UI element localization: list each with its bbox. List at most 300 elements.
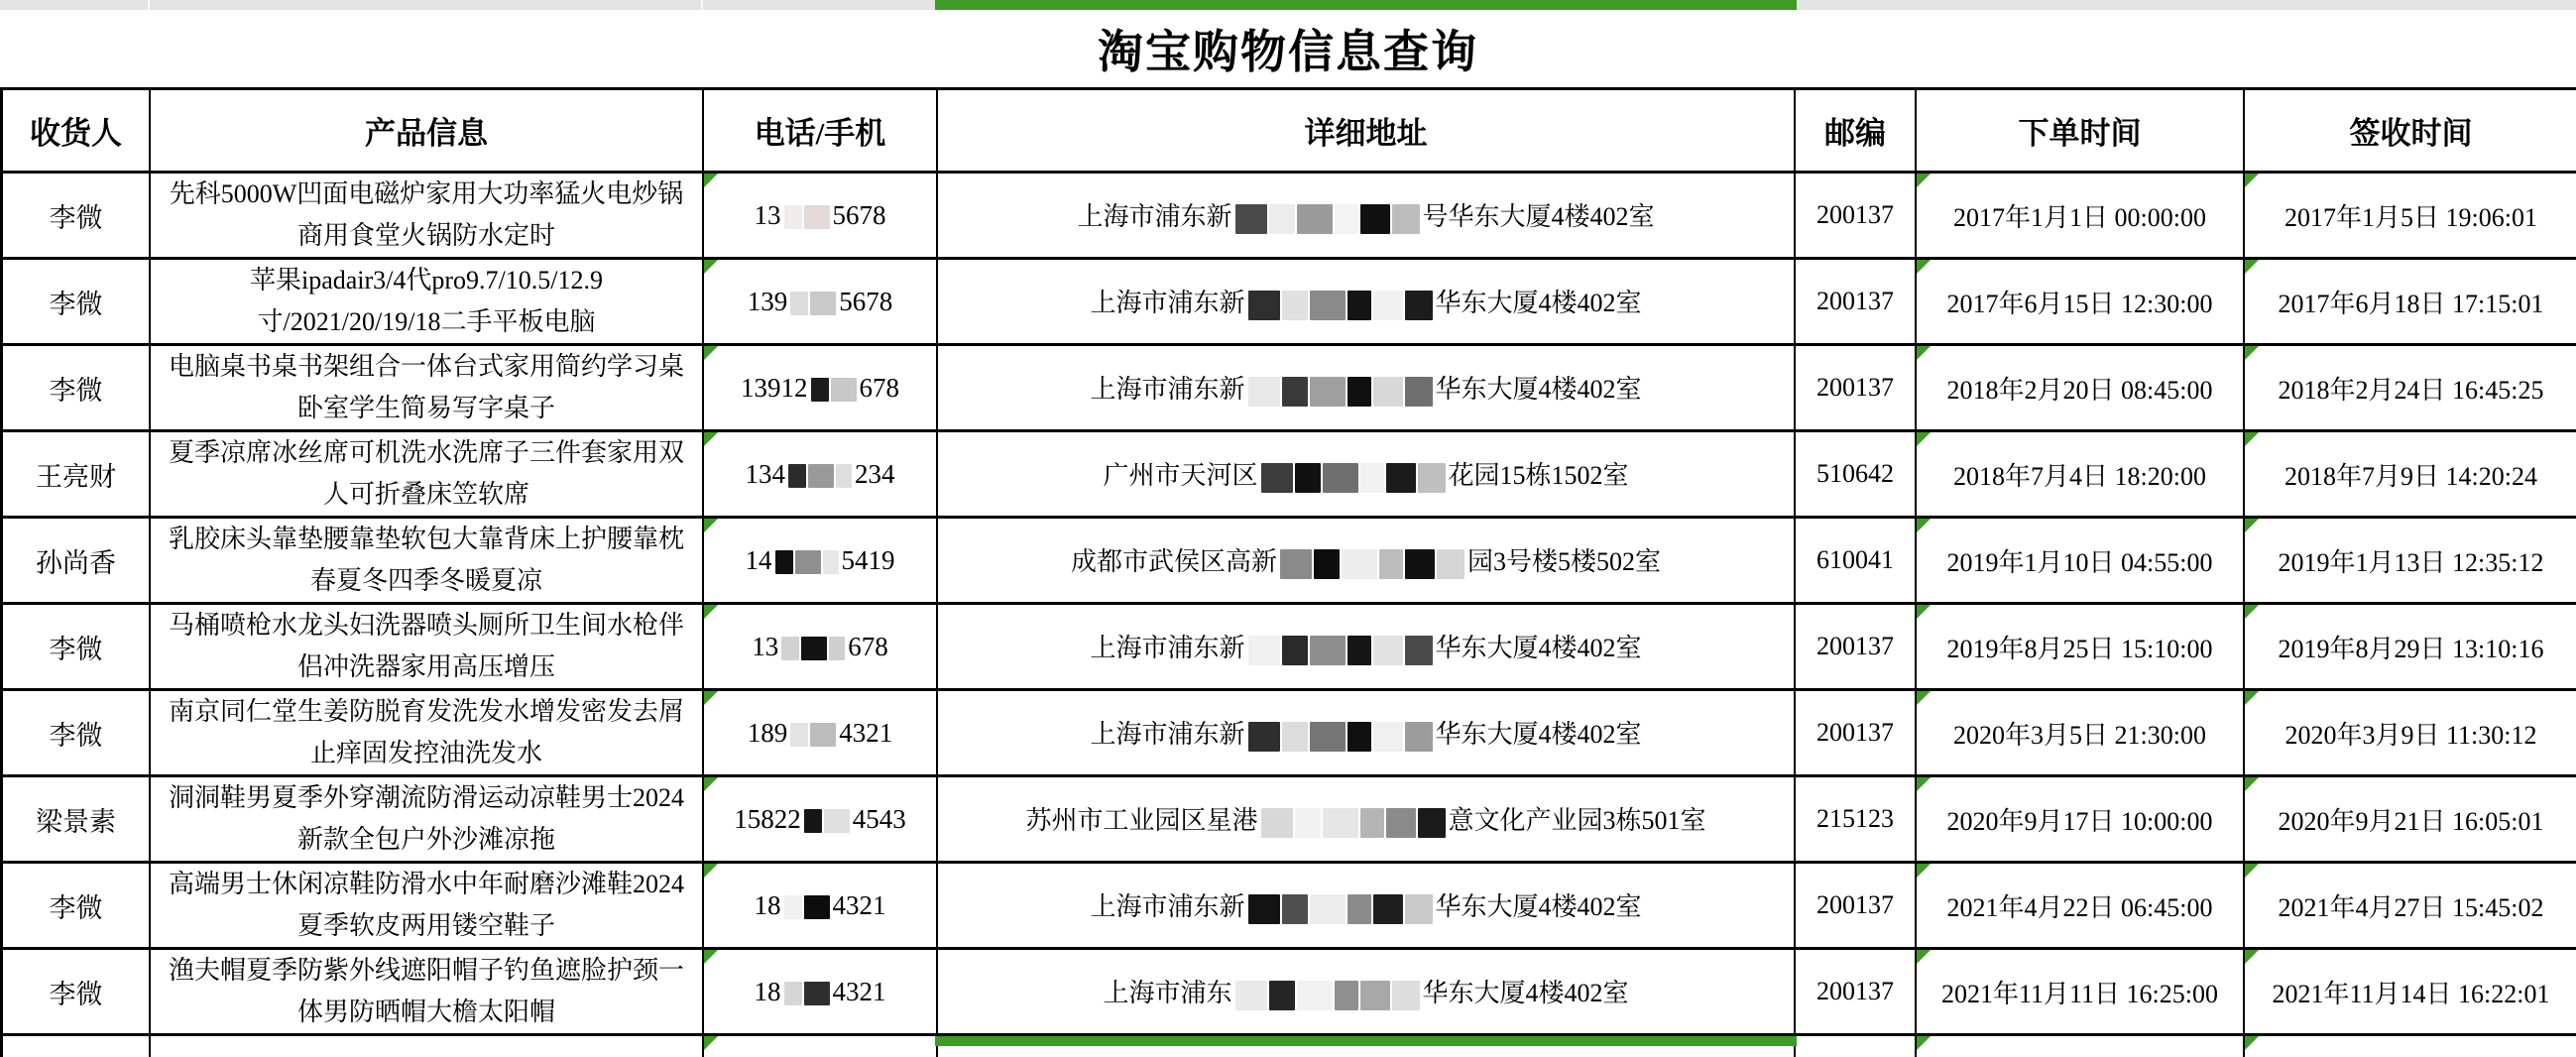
error-indicator-triangle xyxy=(1917,864,1931,878)
redaction-block xyxy=(829,637,845,660)
phone-text: 13912 678 xyxy=(741,372,899,403)
phone-text: 18 4321 xyxy=(754,889,886,920)
postal-text: 200137 xyxy=(1816,890,1894,919)
redaction-blur xyxy=(790,723,836,747)
header-label: 签收时间 xyxy=(2349,116,2473,151)
redaction-block xyxy=(1405,636,1433,665)
address-text: 上海市浦东新 华东大厦4楼402室 xyxy=(1090,369,1641,407)
cell-order-time[interactable] xyxy=(1917,777,2245,864)
header-cell-recipient[interactable] xyxy=(3,90,151,174)
cell-phone[interactable] xyxy=(704,691,938,777)
header-cell-product[interactable] xyxy=(151,90,704,174)
redaction-block xyxy=(781,637,799,660)
redaction-blur xyxy=(1235,204,1420,234)
order-time-text: 2020年3月5日 21:30:00 xyxy=(1953,720,2206,750)
redaction-block xyxy=(801,637,827,660)
cell-postal[interactable] xyxy=(1796,260,1917,346)
redaction-block xyxy=(1405,549,1435,579)
redaction-block xyxy=(1360,463,1384,493)
column-divider xyxy=(148,0,150,10)
column-divider xyxy=(701,0,703,10)
phone-text: 189 4321 xyxy=(747,717,893,748)
cell-order-time[interactable] xyxy=(1917,864,2245,950)
redaction-block xyxy=(804,895,830,919)
postal-text: 200137 xyxy=(1816,977,1894,1005)
error-indicator-triangle xyxy=(1917,691,1931,705)
cell-postal[interactable] xyxy=(1796,950,1917,1036)
redaction-block xyxy=(1386,808,1416,838)
cell-address[interactable] xyxy=(938,260,1796,346)
error-indicator-triangle xyxy=(1917,777,1931,791)
redaction-block xyxy=(1314,549,1340,579)
address-text: 苏州市工业园区星港 意文化产业园3栋501室 xyxy=(1025,800,1705,838)
recipient-text: 李微 xyxy=(49,202,103,233)
cell-product[interactable] xyxy=(151,691,704,777)
redaction-block xyxy=(1295,463,1321,493)
redaction-block xyxy=(784,205,802,229)
error-indicator-triangle xyxy=(704,950,718,964)
redaction-block xyxy=(1392,204,1420,234)
header-label: 电话/手机 xyxy=(754,116,886,151)
cell-address[interactable] xyxy=(938,777,1796,864)
redaction-blur xyxy=(1248,377,1433,407)
cell-phone[interactable] xyxy=(704,519,938,605)
error-indicator-triangle xyxy=(704,519,718,532)
redaction-block xyxy=(1347,291,1371,320)
cell-recipient[interactable] xyxy=(3,691,151,777)
orders-table xyxy=(0,87,2576,1036)
redaction-block xyxy=(1360,981,1390,1010)
phone-text: 14 5419 xyxy=(745,544,895,575)
top-partial-row xyxy=(0,0,2576,10)
redaction-blur xyxy=(788,464,852,488)
cell-recipient[interactable] xyxy=(3,346,151,432)
redaction-block xyxy=(1248,636,1280,665)
redaction-block xyxy=(810,292,836,315)
sign-time-text: 2021年11月14日 16:22:01 xyxy=(2272,979,2550,1008)
cell-order-time[interactable] xyxy=(1917,950,2245,1036)
redaction-block xyxy=(1373,291,1403,320)
redaction-block xyxy=(790,292,808,315)
cell-recipient[interactable] xyxy=(3,519,151,605)
postal-text: 510642 xyxy=(1816,459,1894,488)
recipient-text: 孙尚香 xyxy=(36,547,116,578)
order-time-text: 2021年11月11日 16:25:00 xyxy=(1940,979,2219,1008)
redaction-blur xyxy=(784,205,830,229)
redaction-block xyxy=(1373,894,1403,924)
recipient-text: 李微 xyxy=(49,892,103,923)
cell-order-time[interactable] xyxy=(1917,346,2245,432)
product-text: 夏季凉席冰丝席可机洗水洗席子三件套家用双人可折叠床笠软席 xyxy=(168,437,684,509)
cell-phone[interactable] xyxy=(704,777,938,864)
error-indicator-triangle xyxy=(704,1036,718,1050)
cell-phone[interactable] xyxy=(704,605,938,691)
redaction-block xyxy=(1405,894,1433,924)
header-cell-phone[interactable] xyxy=(704,90,938,174)
error-indicator-triangle xyxy=(2245,432,2259,446)
sign-time-text: 2018年7月9日 14:20:24 xyxy=(2284,461,2537,491)
phone-text: 15822 4543 xyxy=(734,803,906,834)
cell-postal[interactable] xyxy=(1796,777,1917,864)
cell-sign-time[interactable] xyxy=(2245,432,2576,519)
phone-text: 13 5678 xyxy=(754,199,886,230)
postal-text: 215123 xyxy=(1816,804,1894,833)
header-cell-address[interactable] xyxy=(938,90,1796,174)
bottom-cell-time[interactable] xyxy=(1917,1036,2245,1057)
header-label: 下单时间 xyxy=(2018,116,2142,151)
header-cell-postal[interactable] xyxy=(1796,90,1917,174)
error-indicator-triangle xyxy=(2245,864,2259,878)
cell-product[interactable] xyxy=(151,260,704,346)
cell-recipient[interactable] xyxy=(3,260,151,346)
sign-time-text: 2018年2月24日 16:45:25 xyxy=(2278,375,2544,405)
error-indicator-triangle xyxy=(2245,519,2259,532)
error-indicator-triangle xyxy=(704,605,718,619)
cell-address[interactable] xyxy=(938,174,1796,260)
recipient-text: 李微 xyxy=(49,979,103,1009)
error-indicator-triangle xyxy=(1917,432,1931,446)
error-indicator-triangle xyxy=(704,346,718,360)
cell-product[interactable] xyxy=(151,864,704,950)
order-time-text: 2019年1月10日 04:55:00 xyxy=(1946,547,2213,577)
redaction-block xyxy=(1347,722,1371,752)
redaction-block xyxy=(1310,722,1346,752)
cell-postal[interactable] xyxy=(1796,691,1917,777)
error-indicator-triangle xyxy=(2245,1036,2259,1050)
redaction-blur xyxy=(1248,894,1433,924)
phone-text: 18 4321 xyxy=(754,976,886,1006)
redaction-block xyxy=(1405,377,1433,407)
header-label: 收货人 xyxy=(30,116,122,151)
redaction-block xyxy=(1323,808,1358,838)
error-indicator-triangle xyxy=(2245,605,2259,619)
order-time-text: 2019年8月25日 15:10:00 xyxy=(1946,634,2213,663)
bottom-cell-product[interactable] xyxy=(151,1036,704,1057)
redaction-block xyxy=(775,550,793,574)
cell-sign-time[interactable] xyxy=(2245,174,2576,260)
redaction-block xyxy=(1235,204,1267,234)
cell-sign-time[interactable] xyxy=(2245,260,2576,346)
cell-order-time[interactable] xyxy=(1917,174,2245,260)
postal-text: 200137 xyxy=(1816,632,1894,660)
redaction-block xyxy=(1282,291,1308,320)
cell-sign-time[interactable] xyxy=(2245,691,2576,777)
redaction-block xyxy=(1347,894,1371,924)
product-text: 高端男士休闲凉鞋防滑水中年耐磨沙滩鞋2024夏季软皮两用镂空鞋子 xyxy=(168,869,684,940)
redaction-blur xyxy=(1280,549,1464,579)
redaction-block xyxy=(1261,808,1293,838)
error-indicator-triangle xyxy=(2245,691,2259,705)
postal-text: 200137 xyxy=(1816,718,1894,747)
error-indicator-triangle xyxy=(704,432,718,446)
redaction-block xyxy=(1248,722,1280,752)
cell-recipient[interactable] xyxy=(3,432,151,519)
cell-postal[interactable] xyxy=(1796,605,1917,691)
cell-order-time[interactable] xyxy=(1917,432,2245,519)
error-indicator-triangle xyxy=(1917,346,1931,360)
redaction-block xyxy=(1282,636,1308,665)
error-indicator-triangle xyxy=(704,174,718,187)
bottom-cell-recipient[interactable] xyxy=(3,1036,151,1057)
redaction-block xyxy=(836,464,852,488)
header-label: 产品信息 xyxy=(365,116,488,151)
redaction-block xyxy=(1282,722,1308,752)
sign-time-text: 2020年9月21日 16:05:01 xyxy=(2278,806,2544,836)
redaction-blur xyxy=(775,550,839,574)
error-indicator-triangle xyxy=(1917,519,1931,532)
product-text: 先科5000W凹面电磁炉家用大功率猛火电炒锅商用食堂火锅防水定时 xyxy=(169,178,684,250)
error-indicator-triangle xyxy=(2245,346,2259,360)
error-indicator-triangle xyxy=(2245,950,2259,964)
cell-address[interactable] xyxy=(938,950,1796,1036)
redaction-blur xyxy=(1248,291,1433,320)
address-text: 广州市天河区 花园15栋1502室 xyxy=(1103,455,1628,493)
header-label: 邮编 xyxy=(1824,116,1886,151)
cell-product[interactable] xyxy=(151,777,704,864)
error-indicator-triangle xyxy=(2245,260,2259,274)
redaction-blur xyxy=(1261,808,1446,838)
redaction-block xyxy=(1310,377,1346,407)
error-indicator-triangle xyxy=(704,260,718,274)
product-text: 马桶喷枪水龙头妇洗器喷头厕所卫生间水枪伴侣冲洗器家用高压增压 xyxy=(168,610,684,681)
cell-product[interactable] xyxy=(151,605,704,691)
redaction-block xyxy=(804,205,830,229)
redaction-block xyxy=(1347,636,1371,665)
address-text: 上海市浦东新 号华东大厦4楼402室 xyxy=(1077,196,1654,234)
cell-sign-time[interactable] xyxy=(2245,864,2576,950)
redaction-blur xyxy=(1261,463,1446,493)
postal-text: 200137 xyxy=(1816,373,1894,402)
redaction-block xyxy=(1295,808,1321,838)
cell-recipient[interactable] xyxy=(3,864,151,950)
redaction-block xyxy=(808,464,834,488)
cell-recipient[interactable] xyxy=(3,174,151,260)
redaction-block xyxy=(1280,549,1312,579)
redaction-block xyxy=(1360,204,1390,234)
recipient-text: 李微 xyxy=(49,375,103,406)
cell-product[interactable] xyxy=(151,346,704,432)
header-label: 详细地址 xyxy=(1304,116,1428,151)
cell-product[interactable] xyxy=(151,950,704,1036)
order-time-text: 2018年2月20日 08:45:00 xyxy=(1946,375,2213,405)
redaction-block xyxy=(1297,981,1333,1010)
error-indicator-triangle xyxy=(2245,777,2259,791)
sign-time-text: 2020年3月9日 11:30:12 xyxy=(2284,720,2537,750)
recipient-text: 梁景素 xyxy=(36,806,116,837)
cell-sign-time[interactable] xyxy=(2245,950,2576,1036)
redaction-block xyxy=(1282,894,1308,924)
redaction-block xyxy=(1310,291,1346,320)
redaction-block xyxy=(790,723,808,747)
phone-text: 134 234 xyxy=(745,458,895,489)
redaction-block xyxy=(1379,549,1403,579)
bottom-cell-time[interactable] xyxy=(2245,1036,2576,1057)
cell-postal[interactable] xyxy=(1796,864,1917,950)
redaction-block xyxy=(1248,894,1280,924)
redaction-block xyxy=(1248,377,1280,407)
redaction-block xyxy=(810,723,836,747)
title-cell[interactable] xyxy=(0,10,2576,87)
product-text: 渔夫帽夏季防紫外线遮阳帽子钓鱼遮脸护颈一体男防晒帽大檐太阳帽 xyxy=(168,955,684,1026)
error-indicator-triangle xyxy=(704,691,718,705)
cell-address[interactable] xyxy=(938,605,1796,691)
redaction-block xyxy=(804,809,822,833)
order-time-text: 2017年1月1日 00:00:00 xyxy=(1953,202,2206,232)
phone-text: 139 5678 xyxy=(747,286,893,316)
address-text: 上海市浦东新 华东大厦4楼402室 xyxy=(1090,283,1641,320)
address-text: 上海市浦东新 华东大厦4楼402室 xyxy=(1090,628,1641,665)
redaction-block xyxy=(824,809,850,833)
error-indicator-triangle xyxy=(704,777,718,791)
redaction-block xyxy=(1418,808,1446,838)
column-selection-highlight-bottom xyxy=(935,1036,1797,1046)
redaction-block xyxy=(1347,377,1371,407)
page-title: 淘宝购物信息查询 xyxy=(1098,27,1478,77)
redaction-block xyxy=(1335,204,1358,234)
redaction-block xyxy=(1261,463,1293,493)
recipient-text: 王亮财 xyxy=(36,461,116,492)
cell-sign-time[interactable] xyxy=(2245,519,2576,605)
order-time-text: 2018年7月4日 18:20:00 xyxy=(1953,461,2206,491)
product-text: 电脑桌书桌书架组合一体台式家用简约学习桌卧室学生简易写字桌子 xyxy=(168,351,684,422)
cell-order-time[interactable] xyxy=(1917,691,2245,777)
cell-phone[interactable] xyxy=(704,260,938,346)
redaction-blur xyxy=(1235,981,1420,1010)
product-text: 南京同仁堂生姜防脱育发洗发水增发密发去屑止痒固发控油洗发水 xyxy=(168,696,684,767)
cell-postal[interactable] xyxy=(1796,519,1917,605)
bottom-cell-postal[interactable] xyxy=(1796,1036,1917,1057)
address-text: 上海市浦东新 华东大厦4楼402室 xyxy=(1090,886,1641,924)
redaction-block xyxy=(811,378,829,402)
redaction-blur xyxy=(804,809,850,833)
redaction-block xyxy=(1310,636,1346,665)
column-selection-highlight-top xyxy=(935,0,1797,10)
redaction-block xyxy=(1269,204,1295,234)
cell-order-time[interactable] xyxy=(1917,519,2245,605)
redaction-block xyxy=(1418,463,1446,493)
cell-address[interactable] xyxy=(938,432,1796,519)
cell-recipient[interactable] xyxy=(3,950,151,1036)
redaction-block xyxy=(784,895,802,919)
redaction-blur xyxy=(790,292,836,315)
redaction-block xyxy=(1360,808,1384,838)
redaction-block xyxy=(788,464,806,488)
error-indicator-triangle xyxy=(1917,950,1931,964)
redaction-blur xyxy=(784,895,830,919)
error-indicator-triangle xyxy=(1917,174,1931,187)
cell-address[interactable] xyxy=(938,519,1796,605)
header-cell-time[interactable] xyxy=(1917,90,2245,174)
cell-phone[interactable] xyxy=(704,950,938,1036)
redaction-block xyxy=(795,550,821,574)
redaction-block xyxy=(1342,549,1377,579)
error-indicator-triangle xyxy=(704,864,718,878)
cell-order-time[interactable] xyxy=(1917,260,2245,346)
sign-time-text: 2017年1月5日 19:06:01 xyxy=(2284,202,2537,232)
cell-product[interactable] xyxy=(151,174,704,260)
cell-product[interactable] xyxy=(151,519,704,605)
redaction-block xyxy=(1373,377,1403,407)
cell-sign-time[interactable] xyxy=(2245,777,2576,864)
postal-text: 610041 xyxy=(1816,545,1894,574)
cell-recipient[interactable] xyxy=(3,777,151,864)
redaction-block xyxy=(1323,463,1358,493)
redaction-block xyxy=(831,378,857,402)
redaction-block xyxy=(1373,722,1403,752)
redaction-block xyxy=(804,982,830,1005)
redaction-blur xyxy=(784,982,830,1005)
address-text: 上海市浦东 华东大厦4楼402室 xyxy=(1103,973,1628,1010)
cell-sign-time[interactable] xyxy=(2245,605,2576,691)
error-indicator-triangle xyxy=(1917,260,1931,274)
cell-phone[interactable] xyxy=(704,346,938,432)
order-time-text: 2017年6月15日 12:30:00 xyxy=(1946,289,2213,318)
postal-text: 200137 xyxy=(1816,200,1894,229)
address-text: 成都市武侯区高新 园3号楼5楼502室 xyxy=(1071,541,1661,579)
cell-postal[interactable] xyxy=(1796,432,1917,519)
redaction-block xyxy=(1310,894,1346,924)
product-text: 乳胶床头靠垫腰靠垫软包大靠背床上护腰靠枕春夏冬四季冬暖夏凉 xyxy=(168,524,684,595)
redaction-block xyxy=(823,550,839,574)
error-indicator-triangle xyxy=(1917,605,1931,619)
redaction-block xyxy=(1282,377,1308,407)
cell-recipient[interactable] xyxy=(3,605,151,691)
cell-product[interactable] xyxy=(151,432,704,519)
redaction-block xyxy=(1392,981,1420,1010)
recipient-text: 李微 xyxy=(49,289,103,319)
recipient-text: 李微 xyxy=(49,634,103,664)
product-text: 洞洞鞋男夏季外穿潮流防滑运动凉鞋男士2024新款全包户外沙滩凉拖 xyxy=(168,782,684,854)
redaction-block xyxy=(1405,722,1433,752)
product-text: 苹果ipadair3/4代pro9.7/10.5/12.9寸/2021/20/19/18二手平板电脑 xyxy=(249,265,603,336)
phone-text: 13 678 xyxy=(752,631,888,661)
bottom-cell-phone[interactable] xyxy=(704,1036,938,1057)
error-indicator-triangle xyxy=(2245,174,2259,187)
order-time-text: 2021年4月22日 06:45:00 xyxy=(1946,892,2213,922)
postal-text: 200137 xyxy=(1816,287,1894,315)
cell-postal[interactable] xyxy=(1796,346,1917,432)
redaction-block xyxy=(784,982,802,1005)
redaction-block xyxy=(1405,291,1433,320)
redaction-blur xyxy=(781,637,845,660)
cell-postal[interactable] xyxy=(1796,174,1917,260)
cell-address[interactable] xyxy=(938,691,1796,777)
address-text: 上海市浦东新 华东大厦4楼402室 xyxy=(1090,714,1641,752)
cell-sign-time[interactable] xyxy=(2245,346,2576,432)
cell-address[interactable] xyxy=(938,864,1796,950)
sign-time-text: 2017年6月18日 17:15:01 xyxy=(2278,289,2544,318)
error-indicator-triangle xyxy=(1917,1036,1931,1050)
cell-order-time[interactable] xyxy=(1917,605,2245,691)
header-cell-time[interactable] xyxy=(2245,90,2576,174)
redaction-block xyxy=(1248,291,1280,320)
cell-phone[interactable] xyxy=(704,864,938,950)
redaction-block xyxy=(1386,463,1416,493)
redaction-block xyxy=(1297,204,1333,234)
redaction-blur xyxy=(1248,722,1433,752)
cell-address[interactable] xyxy=(938,346,1796,432)
redaction-blur xyxy=(811,378,857,402)
redaction-block xyxy=(1335,981,1358,1010)
cell-phone[interactable] xyxy=(704,174,938,260)
cell-phone[interactable] xyxy=(704,432,938,519)
redaction-block xyxy=(1437,549,1464,579)
redaction-block xyxy=(1373,636,1403,665)
redaction-block xyxy=(1235,981,1267,1010)
redaction-blur xyxy=(1248,636,1433,665)
sign-time-text: 2019年1月13日 12:35:12 xyxy=(2278,547,2544,577)
sign-time-text: 2021年4月27日 15:45:02 xyxy=(2278,892,2544,922)
